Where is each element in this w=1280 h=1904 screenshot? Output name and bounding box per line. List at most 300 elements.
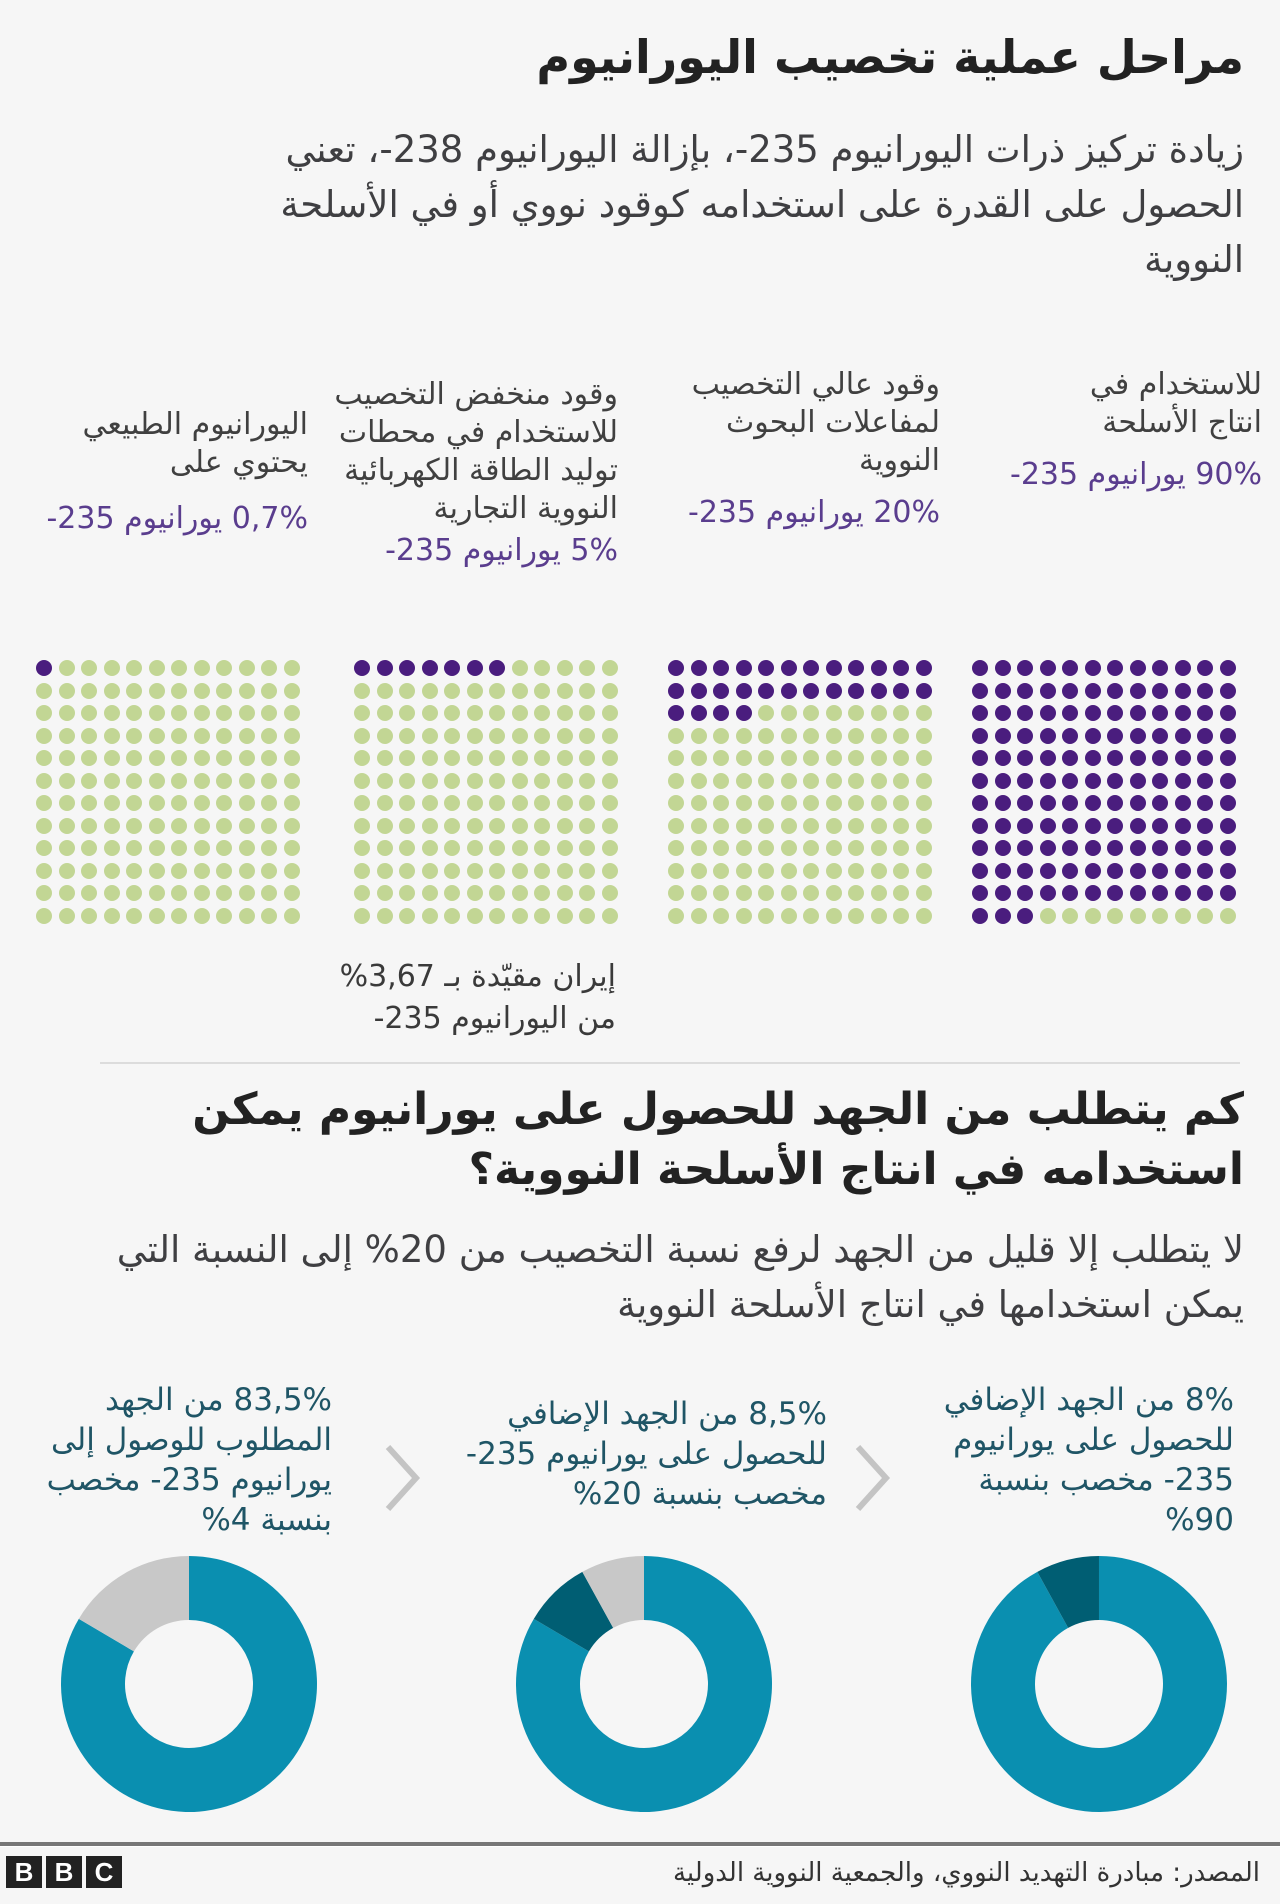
u238-dot bbox=[149, 773, 165, 789]
u238-dot bbox=[579, 660, 595, 676]
u238-dot bbox=[149, 750, 165, 766]
u238-dot bbox=[467, 818, 483, 834]
u235-dot bbox=[916, 660, 932, 676]
u238-dot bbox=[557, 773, 573, 789]
u238-dot bbox=[871, 795, 887, 811]
u235-dot bbox=[354, 660, 370, 676]
u238-dot bbox=[467, 840, 483, 856]
u238-dot bbox=[126, 750, 142, 766]
u235-dot bbox=[422, 660, 438, 676]
u238-dot bbox=[399, 750, 415, 766]
u235-dot bbox=[1152, 660, 1168, 676]
u238-dot bbox=[104, 773, 120, 789]
u235-dot bbox=[1085, 705, 1101, 721]
u235-dot bbox=[1220, 885, 1236, 901]
u238-dot bbox=[803, 885, 819, 901]
u238-dot bbox=[512, 908, 528, 924]
u238-dot bbox=[36, 683, 52, 699]
u238-dot bbox=[194, 683, 210, 699]
u238-dot bbox=[557, 863, 573, 879]
u238-dot bbox=[758, 750, 774, 766]
u238-dot bbox=[736, 773, 752, 789]
u238-dot bbox=[81, 705, 97, 721]
u238-dot bbox=[149, 795, 165, 811]
u235-dot bbox=[1040, 705, 1056, 721]
page-title: مراحل عملية تخصيب اليورانيوم bbox=[536, 30, 1244, 84]
u238-dot bbox=[126, 660, 142, 676]
u235-dot bbox=[758, 683, 774, 699]
u235-dot bbox=[1040, 840, 1056, 856]
u235-dot bbox=[1062, 863, 1078, 879]
u238-dot bbox=[512, 818, 528, 834]
u238-dot bbox=[81, 728, 97, 744]
u238-dot bbox=[467, 705, 483, 721]
u238-dot bbox=[216, 908, 232, 924]
u238-dot bbox=[36, 795, 52, 811]
u238-dot bbox=[36, 818, 52, 834]
u238-dot bbox=[59, 908, 75, 924]
u238-dot bbox=[803, 750, 819, 766]
u238-dot bbox=[261, 750, 277, 766]
u238-dot bbox=[422, 750, 438, 766]
u235-dot bbox=[1175, 773, 1191, 789]
u238-dot bbox=[444, 818, 460, 834]
u235-dot bbox=[668, 660, 684, 676]
u238-dot bbox=[36, 773, 52, 789]
u238-dot bbox=[194, 818, 210, 834]
u235-dot bbox=[995, 728, 1011, 744]
u235-dot bbox=[995, 660, 1011, 676]
u235-dot bbox=[1040, 818, 1056, 834]
u235-dot bbox=[1220, 728, 1236, 744]
u235-dot bbox=[995, 750, 1011, 766]
u238-dot bbox=[758, 728, 774, 744]
u238-dot bbox=[781, 885, 797, 901]
donut-segment bbox=[971, 1556, 1227, 1812]
u238-dot bbox=[284, 773, 300, 789]
stage-label: وقود عالي التخصيب لمفاعلات البحوث النووية bbox=[691, 367, 940, 478]
u238-dot bbox=[1062, 908, 1078, 924]
u238-dot bbox=[81, 773, 97, 789]
u238-dot bbox=[1220, 908, 1236, 924]
u235-dot bbox=[1107, 728, 1123, 744]
u238-dot bbox=[239, 818, 255, 834]
u238-dot bbox=[668, 750, 684, 766]
u235-dot bbox=[668, 705, 684, 721]
u238-dot bbox=[399, 840, 415, 856]
u238-dot bbox=[893, 773, 909, 789]
u238-dot bbox=[668, 840, 684, 856]
u235-dot bbox=[691, 705, 707, 721]
u238-dot bbox=[848, 885, 864, 901]
u238-dot bbox=[467, 773, 483, 789]
u238-dot bbox=[579, 728, 595, 744]
u235-dot bbox=[1197, 728, 1213, 744]
u238-dot bbox=[467, 908, 483, 924]
stage-value: 5% يورانيوم 235- bbox=[385, 533, 618, 568]
u235-dot bbox=[995, 683, 1011, 699]
u238-dot bbox=[668, 863, 684, 879]
u238-dot bbox=[848, 863, 864, 879]
u238-dot bbox=[668, 818, 684, 834]
u238-dot bbox=[758, 885, 774, 901]
stage-value: 20% يورانيوم 235- bbox=[688, 495, 940, 530]
u235-dot bbox=[1130, 705, 1146, 721]
u238-dot bbox=[194, 795, 210, 811]
u238-dot bbox=[668, 885, 684, 901]
u235-dot bbox=[1085, 795, 1101, 811]
u235-dot bbox=[1062, 728, 1078, 744]
u238-dot bbox=[354, 840, 370, 856]
u238-dot bbox=[534, 795, 550, 811]
u235-dot bbox=[995, 840, 1011, 856]
u238-dot bbox=[216, 750, 232, 766]
u235-dot bbox=[1220, 773, 1236, 789]
u238-dot bbox=[668, 728, 684, 744]
u238-dot bbox=[377, 750, 393, 766]
u238-dot bbox=[871, 908, 887, 924]
u238-dot bbox=[489, 683, 505, 699]
u238-dot bbox=[239, 773, 255, 789]
iran-limit-note: إيران مقيّدة بـ 3,67% من اليورانيوم 235- bbox=[339, 959, 616, 1036]
u235-dot bbox=[1107, 863, 1123, 879]
u238-dot bbox=[171, 773, 187, 789]
u235-dot bbox=[736, 683, 752, 699]
u235-dot bbox=[1062, 885, 1078, 901]
u238-dot bbox=[803, 818, 819, 834]
u235-dot bbox=[1085, 660, 1101, 676]
u238-dot bbox=[736, 840, 752, 856]
u238-dot bbox=[216, 683, 232, 699]
u235-dot bbox=[377, 660, 393, 676]
u238-dot bbox=[422, 795, 438, 811]
u235-dot bbox=[1220, 795, 1236, 811]
u238-dot bbox=[354, 863, 370, 879]
u238-dot bbox=[81, 840, 97, 856]
u235-dot bbox=[1197, 683, 1213, 699]
u238-dot bbox=[871, 863, 887, 879]
stage-label: للاستخدام في انتاج الأسلحة bbox=[1089, 367, 1262, 440]
u238-dot bbox=[579, 773, 595, 789]
u235-dot bbox=[1017, 773, 1033, 789]
u238-dot bbox=[422, 885, 438, 901]
u238-dot bbox=[803, 840, 819, 856]
u238-dot bbox=[826, 773, 842, 789]
u238-dot bbox=[261, 863, 277, 879]
u238-dot bbox=[871, 885, 887, 901]
u238-dot bbox=[557, 683, 573, 699]
u238-dot bbox=[781, 840, 797, 856]
u238-dot bbox=[59, 705, 75, 721]
u238-dot bbox=[422, 705, 438, 721]
u238-dot bbox=[557, 728, 573, 744]
u238-dot bbox=[261, 795, 277, 811]
u238-dot bbox=[171, 728, 187, 744]
u238-dot bbox=[261, 683, 277, 699]
u238-dot bbox=[261, 840, 277, 856]
u238-dot bbox=[893, 840, 909, 856]
u238-dot bbox=[422, 683, 438, 699]
u235-dot bbox=[871, 683, 887, 699]
u238-dot bbox=[59, 863, 75, 879]
u238-dot bbox=[758, 840, 774, 856]
u238-dot bbox=[826, 885, 842, 901]
u235-dot bbox=[1220, 683, 1236, 699]
u238-dot bbox=[736, 795, 752, 811]
u238-dot bbox=[803, 773, 819, 789]
u235-dot bbox=[1130, 773, 1146, 789]
u238-dot bbox=[826, 863, 842, 879]
u238-dot bbox=[399, 885, 415, 901]
u238-dot bbox=[444, 683, 460, 699]
u235-dot bbox=[1152, 818, 1168, 834]
u238-dot bbox=[557, 795, 573, 811]
stage-research-fuel bbox=[640, 366, 940, 532]
u235-dot bbox=[1085, 773, 1101, 789]
u238-dot bbox=[713, 863, 729, 879]
u238-dot bbox=[826, 795, 842, 811]
section-divider bbox=[100, 1062, 1240, 1064]
u238-dot bbox=[377, 728, 393, 744]
u235-dot bbox=[1017, 908, 1033, 924]
u238-dot bbox=[848, 795, 864, 811]
u235-dot bbox=[995, 795, 1011, 811]
u235-dot bbox=[36, 660, 52, 676]
u235-dot bbox=[1197, 818, 1213, 834]
u235-dot bbox=[803, 660, 819, 676]
u238-dot bbox=[239, 908, 255, 924]
u238-dot bbox=[171, 885, 187, 901]
u235-dot bbox=[995, 773, 1011, 789]
section2-title: كم يتطلب من الجهد للحصول على يورانيوم يمكن استخدامه في انتاج الأسلحة النووية؟ bbox=[192, 1084, 1244, 1195]
u235-dot bbox=[1152, 705, 1168, 721]
u238-dot bbox=[239, 728, 255, 744]
u235-dot bbox=[1085, 840, 1101, 856]
u238-dot bbox=[691, 795, 707, 811]
bbc-logo bbox=[6, 1856, 122, 1888]
u238-dot bbox=[59, 683, 75, 699]
chevron-right-icon bbox=[382, 1443, 422, 1513]
u238-dot bbox=[171, 750, 187, 766]
u238-dot bbox=[149, 863, 165, 879]
donut-chart-20 bbox=[512, 1552, 776, 1816]
u238-dot bbox=[59, 660, 75, 676]
u238-dot bbox=[602, 863, 618, 879]
u235-dot bbox=[1197, 795, 1213, 811]
u235-dot bbox=[1062, 818, 1078, 834]
u235-dot bbox=[995, 863, 1011, 879]
u238-dot bbox=[216, 728, 232, 744]
u238-dot bbox=[377, 683, 393, 699]
u235-dot bbox=[1197, 660, 1213, 676]
u238-dot bbox=[354, 683, 370, 699]
u238-dot bbox=[104, 728, 120, 744]
u238-dot bbox=[489, 795, 505, 811]
u238-dot bbox=[36, 750, 52, 766]
u238-dot bbox=[736, 885, 752, 901]
u238-dot bbox=[59, 840, 75, 856]
source-text: المصدر: مبادرة التهديد النووي، والجمعية النووية الدولية bbox=[672, 1858, 1260, 1888]
u238-dot bbox=[579, 683, 595, 699]
u238-dot bbox=[284, 750, 300, 766]
u238-dot bbox=[399, 818, 415, 834]
u238-dot bbox=[377, 818, 393, 834]
u238-dot bbox=[871, 750, 887, 766]
u238-dot bbox=[489, 840, 505, 856]
u235-dot bbox=[972, 908, 988, 924]
u238-dot bbox=[126, 818, 142, 834]
footer-divider-highlight bbox=[0, 1846, 1280, 1847]
u235-dot bbox=[1175, 885, 1191, 901]
u238-dot bbox=[691, 885, 707, 901]
u238-dot bbox=[602, 840, 618, 856]
u235-dot bbox=[1085, 683, 1101, 699]
u238-dot bbox=[557, 750, 573, 766]
u238-dot bbox=[216, 840, 232, 856]
u238-dot bbox=[239, 795, 255, 811]
u238-dot bbox=[377, 863, 393, 879]
u235-dot bbox=[758, 660, 774, 676]
u238-dot bbox=[781, 908, 797, 924]
u235-dot bbox=[1130, 683, 1146, 699]
u235-dot bbox=[1017, 840, 1033, 856]
u238-dot bbox=[377, 795, 393, 811]
u238-dot bbox=[893, 908, 909, 924]
u238-dot bbox=[467, 863, 483, 879]
u235-dot bbox=[972, 795, 988, 811]
u238-dot bbox=[713, 885, 729, 901]
u238-dot bbox=[758, 863, 774, 879]
u238-dot bbox=[691, 818, 707, 834]
u238-dot bbox=[489, 773, 505, 789]
u235-dot bbox=[1107, 683, 1123, 699]
u238-dot bbox=[126, 885, 142, 901]
u238-dot bbox=[149, 705, 165, 721]
u238-dot bbox=[354, 885, 370, 901]
u235-dot bbox=[1085, 863, 1101, 879]
u238-dot bbox=[354, 728, 370, 744]
u238-dot bbox=[512, 795, 528, 811]
u238-dot bbox=[377, 885, 393, 901]
u238-dot bbox=[81, 683, 97, 699]
u235-dot bbox=[1152, 863, 1168, 879]
u238-dot bbox=[826, 705, 842, 721]
u238-dot bbox=[1197, 908, 1213, 924]
u238-dot bbox=[149, 728, 165, 744]
u238-dot bbox=[713, 795, 729, 811]
u238-dot bbox=[444, 750, 460, 766]
u235-dot bbox=[803, 683, 819, 699]
bbc-logo-letter: B bbox=[46, 1856, 82, 1888]
u238-dot bbox=[171, 705, 187, 721]
u235-dot bbox=[713, 660, 729, 676]
u238-dot bbox=[399, 795, 415, 811]
u235-dot bbox=[691, 660, 707, 676]
u238-dot bbox=[467, 885, 483, 901]
u238-dot bbox=[36, 840, 52, 856]
u235-dot bbox=[1017, 795, 1033, 811]
u238-dot bbox=[149, 683, 165, 699]
u238-dot bbox=[534, 863, 550, 879]
u238-dot bbox=[422, 863, 438, 879]
u238-dot bbox=[399, 863, 415, 879]
u238-dot bbox=[149, 908, 165, 924]
u238-dot bbox=[444, 840, 460, 856]
u238-dot bbox=[354, 750, 370, 766]
u238-dot bbox=[534, 660, 550, 676]
u238-dot bbox=[489, 863, 505, 879]
u238-dot bbox=[826, 908, 842, 924]
u235-dot bbox=[1175, 660, 1191, 676]
u238-dot bbox=[171, 683, 187, 699]
u238-dot bbox=[104, 863, 120, 879]
u235-dot bbox=[1130, 840, 1146, 856]
u238-dot bbox=[399, 705, 415, 721]
u238-dot bbox=[736, 863, 752, 879]
u235-dot bbox=[1107, 795, 1123, 811]
u235-dot bbox=[1220, 840, 1236, 856]
u238-dot bbox=[826, 728, 842, 744]
u238-dot bbox=[691, 773, 707, 789]
u238-dot bbox=[916, 705, 932, 721]
effort-label-4: 83,5% من الجهد المطلوب للوصول إلى يورانيوم 235- مخصب بنسبة 4% bbox=[46, 1382, 332, 1538]
u238-dot bbox=[781, 773, 797, 789]
u238-dot bbox=[126, 728, 142, 744]
u238-dot bbox=[758, 908, 774, 924]
u238-dot bbox=[579, 818, 595, 834]
u238-dot bbox=[126, 795, 142, 811]
u238-dot bbox=[171, 840, 187, 856]
u235-dot bbox=[781, 660, 797, 676]
u238-dot bbox=[354, 818, 370, 834]
stage-weapons bbox=[982, 366, 1262, 494]
u238-dot bbox=[579, 885, 595, 901]
u238-dot bbox=[444, 728, 460, 744]
u238-dot bbox=[893, 795, 909, 811]
u238-dot bbox=[354, 705, 370, 721]
u238-dot bbox=[194, 863, 210, 879]
u238-dot bbox=[149, 818, 165, 834]
u238-dot bbox=[467, 728, 483, 744]
u238-dot bbox=[467, 683, 483, 699]
u235-dot bbox=[1040, 660, 1056, 676]
u238-dot bbox=[871, 840, 887, 856]
u238-dot bbox=[713, 840, 729, 856]
u238-dot bbox=[216, 818, 232, 834]
u235-dot bbox=[972, 750, 988, 766]
u238-dot bbox=[81, 660, 97, 676]
u235-dot bbox=[399, 660, 415, 676]
u238-dot bbox=[1152, 908, 1168, 924]
u238-dot bbox=[916, 908, 932, 924]
u238-dot bbox=[104, 885, 120, 901]
u238-dot bbox=[916, 750, 932, 766]
u238-dot bbox=[713, 908, 729, 924]
u238-dot bbox=[893, 750, 909, 766]
u238-dot bbox=[126, 908, 142, 924]
u235-dot bbox=[1152, 728, 1168, 744]
u238-dot bbox=[377, 705, 393, 721]
u238-dot bbox=[126, 840, 142, 856]
u235-dot bbox=[1175, 683, 1191, 699]
u238-dot bbox=[916, 795, 932, 811]
u238-dot bbox=[826, 818, 842, 834]
u238-dot bbox=[826, 840, 842, 856]
u238-dot bbox=[916, 863, 932, 879]
stage-natural bbox=[8, 406, 308, 538]
u238-dot bbox=[422, 728, 438, 744]
u238-dot bbox=[803, 728, 819, 744]
